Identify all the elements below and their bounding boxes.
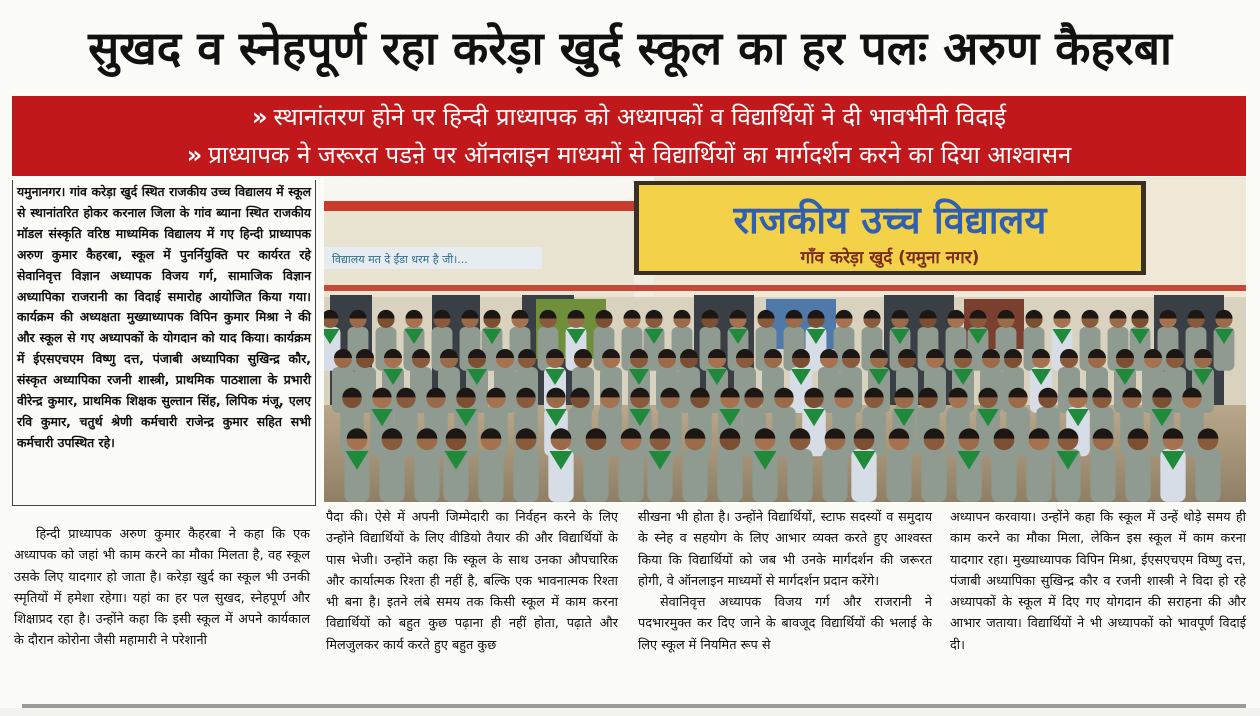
student-figure	[851, 428, 876, 502]
student-figure	[1160, 428, 1185, 502]
article-column-1: हिन्दी प्राध्यापक अरुण कुमार कैहरबा ने कहा कि एक अध्यापक को जहां भी काम करने का मौका मिलता है, वह स्कूल उसके लिए यादगार हो जाता है। करेड़ा खुर्द का स्कूल भी उनकी स्मृतियों में हमेशा रहेगा। यहां का हर पल सुखद, स्नेहपूर्ण और शिक्षाप्रद रहा है। उन्होंने कहा कि इसी स्कूल में अपने कार्यकाल के दौरान कोरोना जैसी महामारी ने परेशानी	[14, 527, 310, 649]
column-3-para-1: सीखना भी होता है। उन्होंने विद्यार्थियों, स्टाफ सदस्यों व समुदाय के स्नेह व सहयोग के लिए आभार व्यक्त करते हुए आश्वस्त किया कि विद्यार्थियों को जब भी उनके मार्गदर्शन की जरूरत होगी, वे ऑनलाइन माध्यमों से मार्गदर्शन प्रदान करेंगे।	[638, 510, 932, 589]
student-figure	[1026, 428, 1051, 502]
student-figure	[344, 428, 369, 502]
footer-strip	[0, 708, 1260, 716]
subhead-1	[12, 100, 1246, 134]
student-figure	[787, 428, 812, 502]
article-column-3	[638, 507, 932, 656]
student-figure	[886, 428, 911, 502]
student-figure	[717, 428, 742, 502]
wall-slogan: विद्यालय मत दे ईंडा धरम है जी।...	[332, 253, 468, 266]
school-sign-main: राजकीय उच्च विद्यालय	[733, 198, 1047, 242]
student-figure	[443, 428, 468, 502]
headline-text: सुखद व स्नेहपूर्ण रहा करेड़ा खुर्द स्कूल का हर पलः अरुण कैहरबा	[88, 21, 1172, 75]
headline	[0, 0, 1260, 94]
article-column-4: अध्यापन करवाया। उन्होंने कहा कि स्कूल में उन्हें थोड़े समय ही काम करने का मौका मिला, लेकिन इस स्कूल में काम करना यादगार रहा। मुख्याध्यापक विपिन मिश्रा, ईएसएचएम विष्णु दत्त, पंजाबी अध्यापिका सुखिन्द्र कौर व रजनी शास्त्री ने विदा हो रहे अध्यापकों के स्कूल में दिए गए योगदान की सराहना की और आभार जताया। विद्यार्थियों ने भी अध्यापकों को भावपूर्ण विदाई दी।	[950, 510, 1246, 653]
student-figure	[1090, 428, 1115, 502]
student-figure	[956, 428, 981, 502]
student-figure	[583, 428, 608, 502]
student-figure	[991, 428, 1016, 502]
article-column-2: पैदा की। ऐसे में अपनी जिम्मेदारी का निर्वहन करने के लिए उन्होंने विद्यार्थियों के लिए वीडियो तैयार की और विद्यार्थियों के पास भेजी। उन्होंने कहा कि स्कूल के साथ उनका औपचारिक और कार्यात्मक रिश्ता ही नहीं है, बल्कि एक भावनात्मक रिश्ता भी बना है। इतने लंबे समय तक किसी स्कूल में काम करना विद्यार्थियों को बहुत कुछ पढ़ाना ही नहीं होता, पढ़ाते और मिलजुलकर कार्य करते हुए बहुत कुछ	[326, 510, 618, 653]
subhead-marker: »	[251, 103, 268, 131]
student-figure	[548, 428, 573, 502]
subhead-text: स्थानांतरण होने पर हिन्दी प्राध्यापक को अध्यापकों व विद्यार्थियों ने दी भावभीनी विदाई	[273, 103, 1006, 131]
intro-text: यमुनानगर। गांव करेड़ा खुर्द स्थित राजकीय उच्च विद्यालय में स्कूल से स्थानांतरित होकर करनाल जिला के गांव ब्याना स्थित राजकीय मॉडल संस्कृति वरिष्ठ माध्यमिक विद्यालय में गए हिन्दी प्राध्यापक अरुण कुमार कैहरबा, स्कूल में पुनर्नियुक्ति पर कार्यरत रहे सेवानिवृत्त विज्ञान अध्यापक विजय गर्ग, सामाजिक विज्ञान अध्यापिका राजरानी का विदाई समारोह आयोजित किया गया। कार्यक्रम की अध्यक्षता मुख्याध्यापक विपिन कुमार मिश्रा ने की और स्कूल से गए अध्यापकों के योगदान को याद किया। कार्यक्रम में ईएसएचएम विष्णु दत्त, पंजाबी अध्यापिका सुखिन्द्र कौर, संस्कृत अध्यापिका रजनी शास्त्री, प्राथमिक पाठशाला के प्रभारी वीरेन्द्र कुमार, प्राथमिक शिक्षक सुल्तान सिंह, लिपिक मंजू, एलए रवि कुमार, चतुर्थ श्रेणी कर्मचारी राजेन्द्र कुमार सहित सभी कर्मचारी उपस्थित रहे।	[17, 184, 311, 450]
intro-box	[12, 180, 316, 506]
student-figure	[1055, 428, 1080, 502]
subhead-marker: »	[186, 141, 203, 169]
student-figure	[752, 428, 777, 502]
student-figure	[618, 428, 643, 502]
student-figure	[921, 428, 946, 502]
student-figure	[1214, 310, 1235, 371]
student-figure	[414, 428, 439, 502]
subhead-2	[12, 138, 1246, 172]
student-figure	[478, 428, 503, 502]
subhead-banner	[12, 96, 1246, 176]
student-figure	[647, 428, 672, 502]
student-figure	[682, 428, 707, 502]
school-sign-sub: गाँव करेड़ा खुर्द (यमुना नगर)	[800, 248, 980, 268]
student-figure	[1125, 428, 1150, 502]
group-photo	[324, 177, 1246, 502]
student-figure	[513, 428, 538, 502]
column-3-para-2: सेवानिवृत्त अध्यापक विजय गर्ग और राजरानी ने पदभारमुक्त कर दिए जाने के बावजूद विद्यार्थियों की भलाई के लिए स्कूल में नियमित रूप से	[638, 595, 932, 653]
student-figure	[1195, 428, 1220, 502]
student-figure	[379, 428, 404, 502]
subhead-text: प्राध्यापक ने जरूरत पडऩे पर ऑनलाइन माध्यमों से विद्यार्थियों का मार्गदर्शन करने का दिया आश्वासन	[208, 141, 1072, 169]
student-figure	[822, 428, 847, 502]
